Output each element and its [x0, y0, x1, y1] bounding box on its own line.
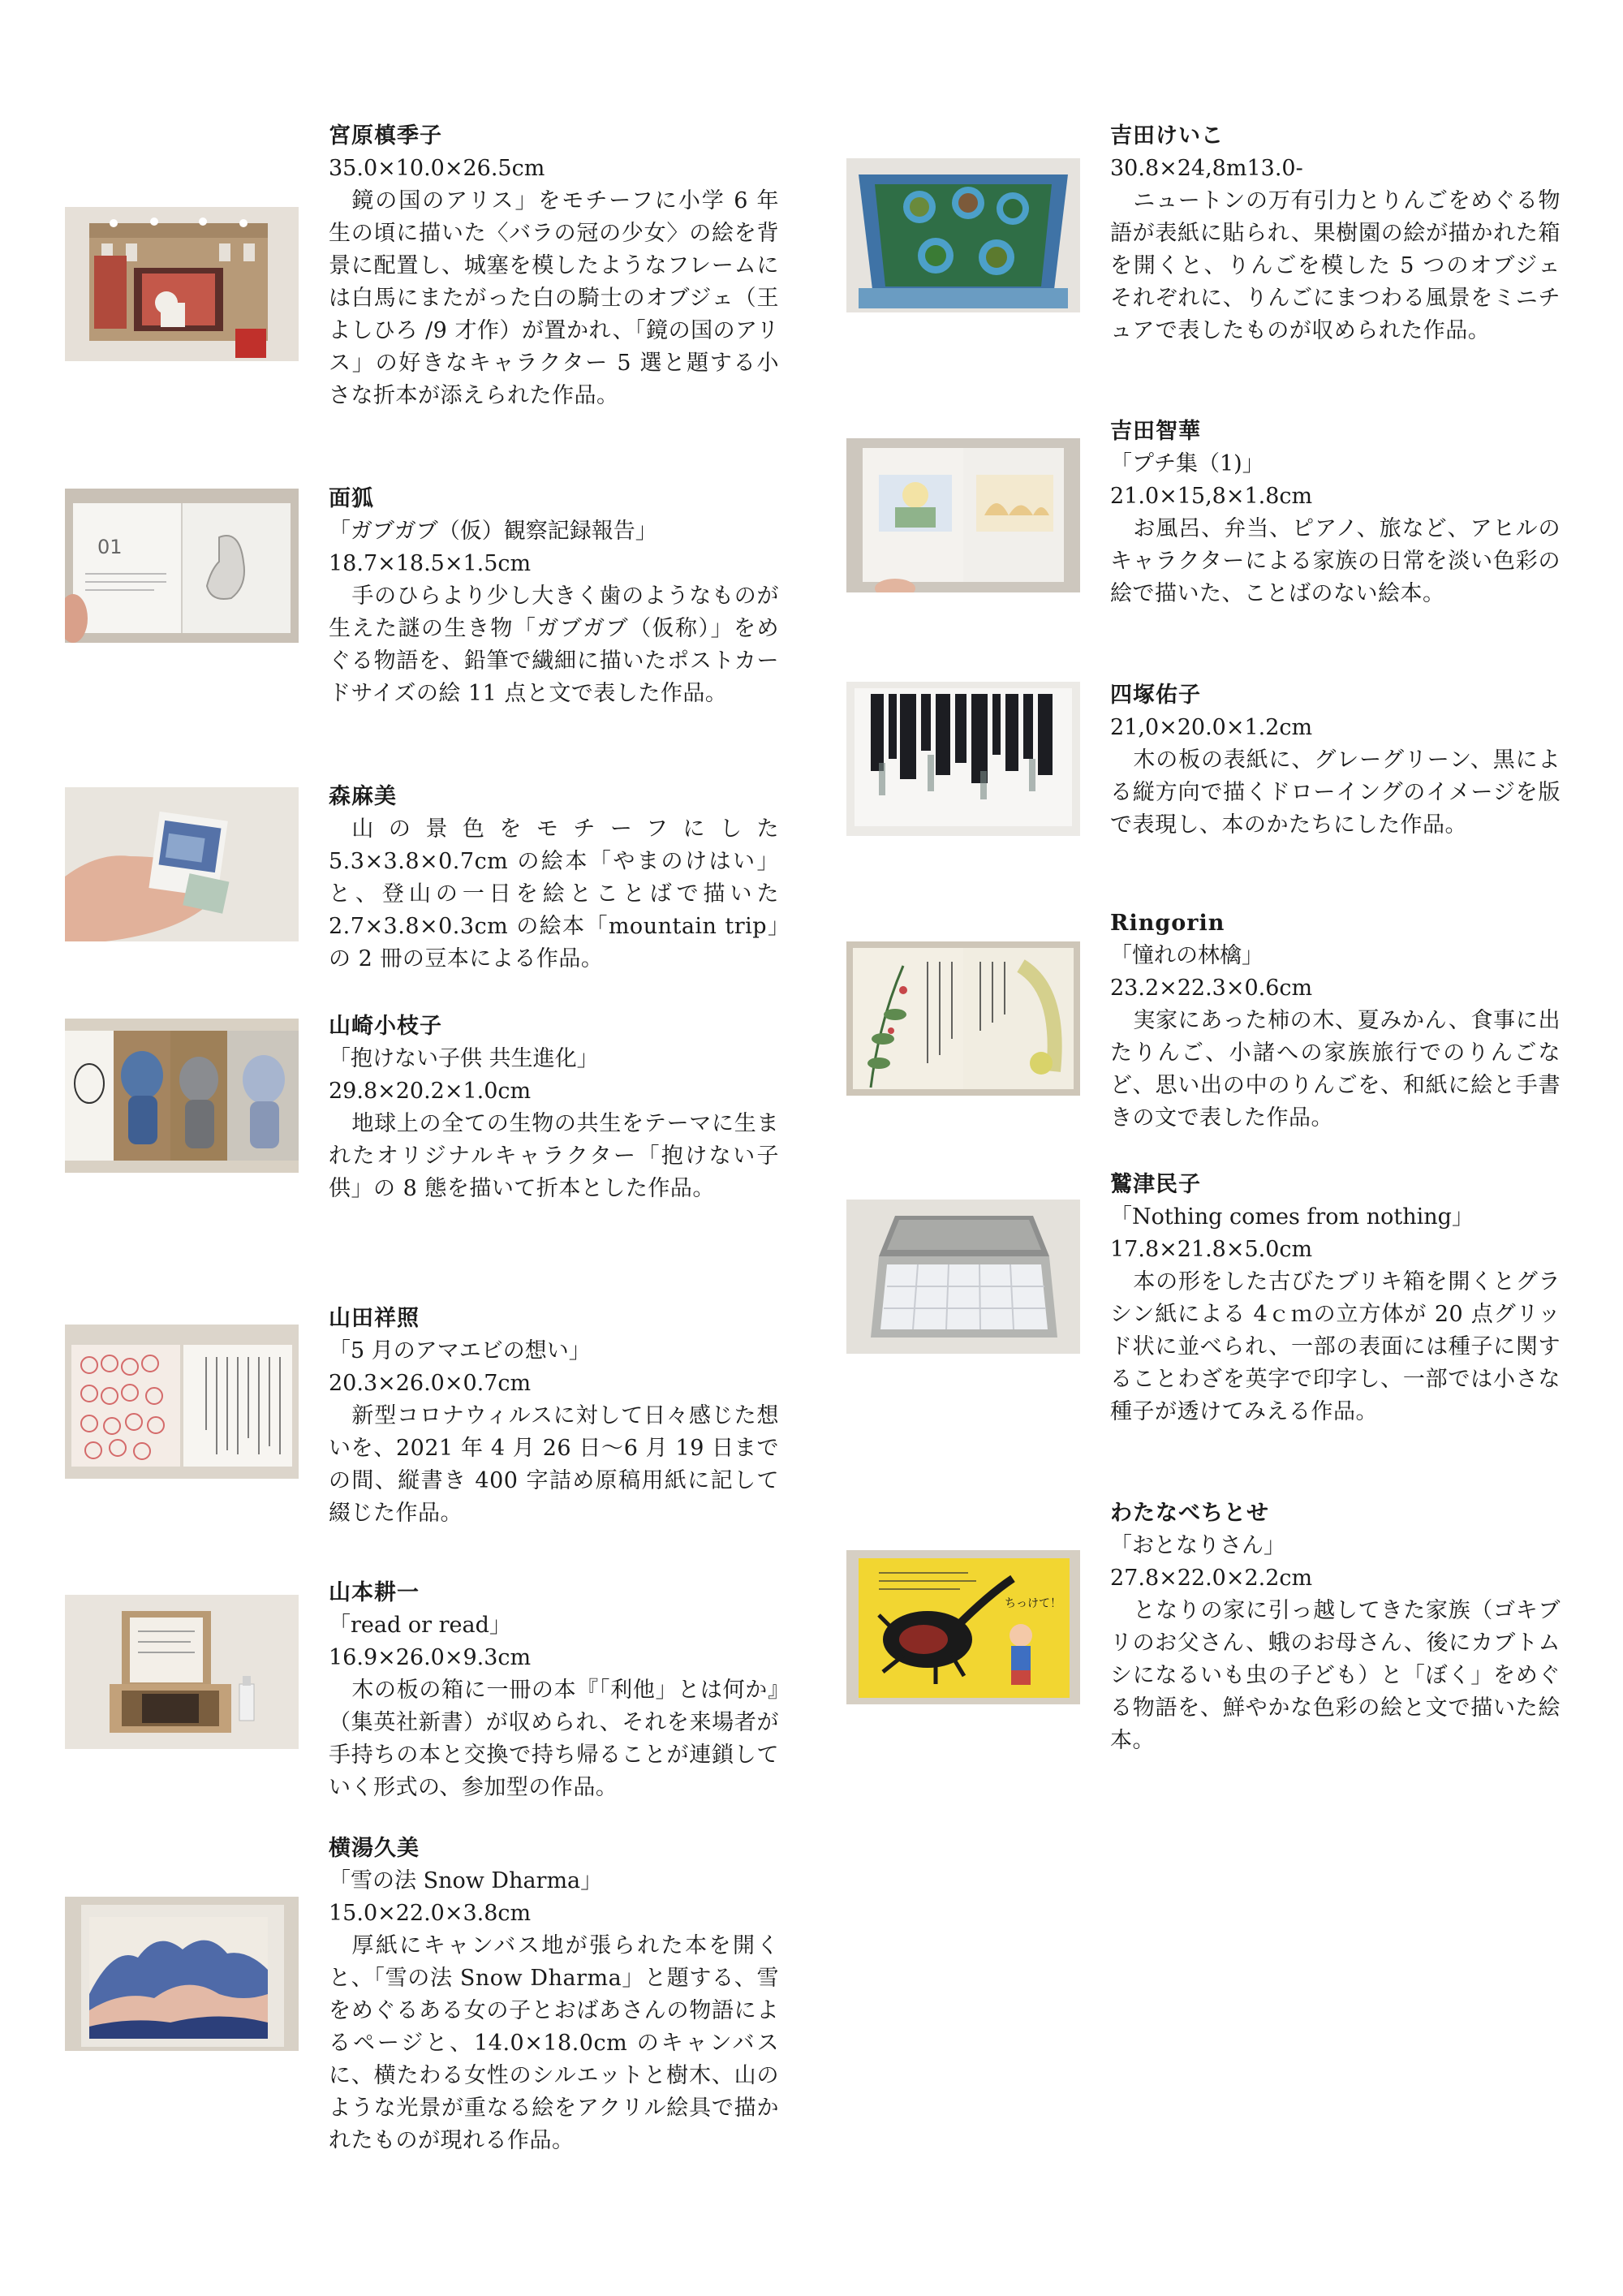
artist-name: 面狐 — [329, 486, 374, 511]
artwork-description: 山の景色をモチーフにした 5.3×3.8×0.7cm の絵本「やまのけはい」と、登山の一日を絵とことばで描いた 2.7×3.8×0.3cm の絵本「mountain trip」の 2 冊の豆本による作品。 — [329, 816, 779, 971]
artwork-caption — [329, 781, 779, 976]
artwork-thumbnail — [846, 682, 1080, 836]
washi-book-image — [846, 941, 1080, 1096]
artwork-caption — [329, 1577, 779, 1804]
vertical-strokes-image — [846, 682, 1080, 836]
artwork-size: 21.0×15,8×1.8cm — [1110, 484, 1313, 509]
artist-name: Ringorin — [1110, 911, 1225, 936]
artwork-caption — [1110, 1497, 1561, 1757]
wooden-box-image — [65, 1595, 299, 1749]
artwork-description: ニュートンの万有引力とりんごをめぐる物語が表紙に貼られ、果樹園の絵が描かれた箱を開くと、りんごを模した 5 つのオブジェそれぞれに、りんごにまつわる風景をミニチュアで表したものが収められた作品。 — [1110, 188, 1561, 343]
artwork-description: 実家にあった柿の木、夏みかん、食事に出たりんご、小諸への家族旅行でのりんごなど、思い出の中のりんごを、和紙に絵と手書きの文で表した作品。 — [1110, 1008, 1561, 1131]
artwork-description: 木の板の表紙に、グレーグリーン、黒による縦方向で描くドローイングのイメージを版で表現し、本のかたちにした作品。 — [1110, 747, 1561, 838]
artwork-title: 「憧れの林檎」 — [1110, 943, 1264, 968]
artwork-size: 27.8×22.0×2.2cm — [1110, 1566, 1313, 1591]
open-book-image — [65, 489, 299, 643]
artwork-caption — [329, 1833, 779, 2157]
artist-name: 吉田けいこ — [1110, 123, 1224, 149]
artwork-caption — [329, 1010, 779, 1205]
artwork-size: 16.9×26.0×9.3cm — [329, 1645, 532, 1670]
artwork-description: 新型コロナウィルスに対して日々感じた想いを、2021 年 4 月 26 日〜6 月 19 日までの間、縦書き 400 字詰め原稿用紙に記して綴じた作品。 — [329, 1403, 779, 1526]
artwork-size: 20.3×26.0×0.7cm — [329, 1371, 532, 1396]
artist-name: 山本耕一 — [329, 1580, 420, 1605]
artwork-thumbnail — [846, 438, 1080, 592]
artist-name: 森麻美 — [329, 784, 397, 809]
artwork-caption — [329, 1303, 779, 1530]
artwork-caption — [329, 120, 779, 412]
artwork-description: お風呂、弁当、ピアノ、旅など、アヒルのキャラクターによる家族の日常を淡い色彩の絵で描いた、ことばのない絵本。 — [1110, 516, 1561, 606]
artwork-description: 木の板の箱に一冊の本『「利他」とは何か』（集英社新書）が収められ、それを来場者が手持ちの本と交換で持ち帰ることが連鎖していく形式の、参加型の作品。 — [329, 1678, 779, 1800]
artwork-thumbnail — [65, 787, 299, 941]
artwork-thumbnail — [65, 1897, 299, 2051]
yellow-picture-book-image — [846, 1550, 1080, 1704]
artwork-thumbnail — [65, 1325, 299, 1479]
artist-name: 宮原槙季子 — [329, 123, 442, 149]
artwork-size: 21,0×20.0×1.2cm — [1110, 715, 1313, 740]
artwork-title: 「ガブガブ（仮）観察記録報告」 — [329, 519, 657, 544]
artwork-title: 「read or read」 — [329, 1613, 511, 1638]
artwork-thumbnail — [65, 1019, 299, 1173]
tin-box-image — [846, 1200, 1080, 1354]
canvas-book-image — [65, 1897, 299, 2051]
artwork-thumbnail — [846, 158, 1080, 312]
artwork-description: 手のひらより少し大きく歯のようなものが生えた謎の生き物「ガブガブ（仮称）」をめぐる物語を、鉛筆で繊細に描いたポストカードサイズの絵 11 点と文で表した作品。 — [329, 584, 779, 706]
artwork-thumbnail — [65, 1595, 299, 1749]
artwork-caption — [329, 483, 779, 710]
artwork-size: 17.8×21.8×5.0cm — [1110, 1237, 1313, 1262]
artwork-thumbnail — [65, 207, 299, 361]
artwork-size: 30.8×24,8m13.0- — [1110, 156, 1303, 181]
folding-book-image — [65, 1019, 299, 1173]
artist-name: わたなべちとせ — [1110, 1501, 1269, 1526]
artist-name: 鷲津民子 — [1110, 1172, 1201, 1197]
miniature-book-image — [65, 787, 299, 941]
manuscript-book-image — [65, 1325, 299, 1479]
artist-name: 四塚佑子 — [1110, 683, 1201, 708]
castle-frame-image — [65, 207, 299, 361]
thumbnail-text: ちっけて！ — [1005, 1597, 1061, 1610]
artwork-title: 「おとなりさん」 — [1110, 1533, 1285, 1558]
artwork-title: 「Nothing comes from nothing」 — [1110, 1204, 1474, 1230]
artist-name: 山田祥照 — [329, 1306, 420, 1331]
artwork-size: 29.8×20.2×1.0cm — [329, 1079, 532, 1104]
artwork-description: 本の形をした古びたブリキ箱を開くとグラシン紙による 4ｃｍの立方体が 20 点グリッド状に並べられ、一部の表面には種子に関することわざを英字で印字し、一部では小さな種子が透けてみえる作品。 — [1110, 1269, 1561, 1424]
artwork-thumbnail — [65, 489, 299, 643]
artwork-caption — [1110, 907, 1561, 1135]
svg-text:01: 01 — [97, 536, 123, 558]
picture-book-image — [846, 438, 1080, 592]
artwork-title: 「雪の法 Snow Dharma」 — [329, 1868, 603, 1893]
artwork-caption — [1110, 1169, 1561, 1428]
artwork-thumbnail — [846, 1550, 1080, 1704]
artwork-title: 「5 月のアマエビの想い」 — [329, 1338, 591, 1363]
artwork-size: 23.2×22.3×0.6cm — [1110, 976, 1313, 1001]
artist-name: 横湯久美 — [329, 1836, 420, 1861]
artwork-caption — [1110, 679, 1561, 842]
artwork-size: 35.0×10.0×26.5cm — [329, 156, 545, 181]
artwork-description: となりの家に引っ越してきた家族（ゴキブリのお父さん、蛾のお母さん、後にカブトムシになるいも虫の子ども）と「ぼく」をめぐる物語を、鮮やかな色彩の絵と文で描いた絵本。 — [1110, 1598, 1561, 1753]
artwork-thumbnail — [846, 941, 1080, 1096]
artwork-description: 地球上の全ての生物の共生をテーマに生まれたオリジナルキャラクター「抱けない子供」の 8 態を描いて折本とした作品。 — [329, 1111, 779, 1201]
apple-box-image — [846, 158, 1080, 312]
artist-name: 吉田智華 — [1110, 419, 1201, 444]
artwork-thumbnail — [846, 1200, 1080, 1354]
artist-name: 山崎小枝子 — [329, 1014, 442, 1039]
artwork-title: 「抱けない子供 共生進化」 — [329, 1046, 599, 1071]
artwork-description: 厚紙にキャンバス地が張られた本を開くと、「雪の法 Snow Dharma」と題する、雪をめぐるある女の子とおばあさんの物語によるページと、14.0×18.0cm のキャンバスに、横たわる女性のシルエットと樹木、山のような光景が重なる絵をアクリル絵具で描かれたものが現れる作品。 — [329, 1933, 779, 2153]
artwork-size: 18.7×18.5×1.5cm — [329, 551, 532, 576]
artwork-caption — [1110, 120, 1561, 347]
artwork-description: 鏡の国のアリス」をモチーフに小学 6 年生の頃に描いた〈バラの冠の少女〉の絵を背景に配置し、城塞を模したようなフレームには白馬にまたがった白の騎士のオブジェ（王よしひろ /9 才作）が置かれ、「鏡の国のアリス」の好きなキャラクター 5 選と題する小さな折本が添えられた作品。 — [329, 188, 779, 408]
artwork-size: 15.0×22.0×3.8cm — [329, 1901, 532, 1926]
artwork-caption — [1110, 416, 1561, 610]
artwork-title: 「プチ集（1)」 — [1110, 451, 1264, 476]
